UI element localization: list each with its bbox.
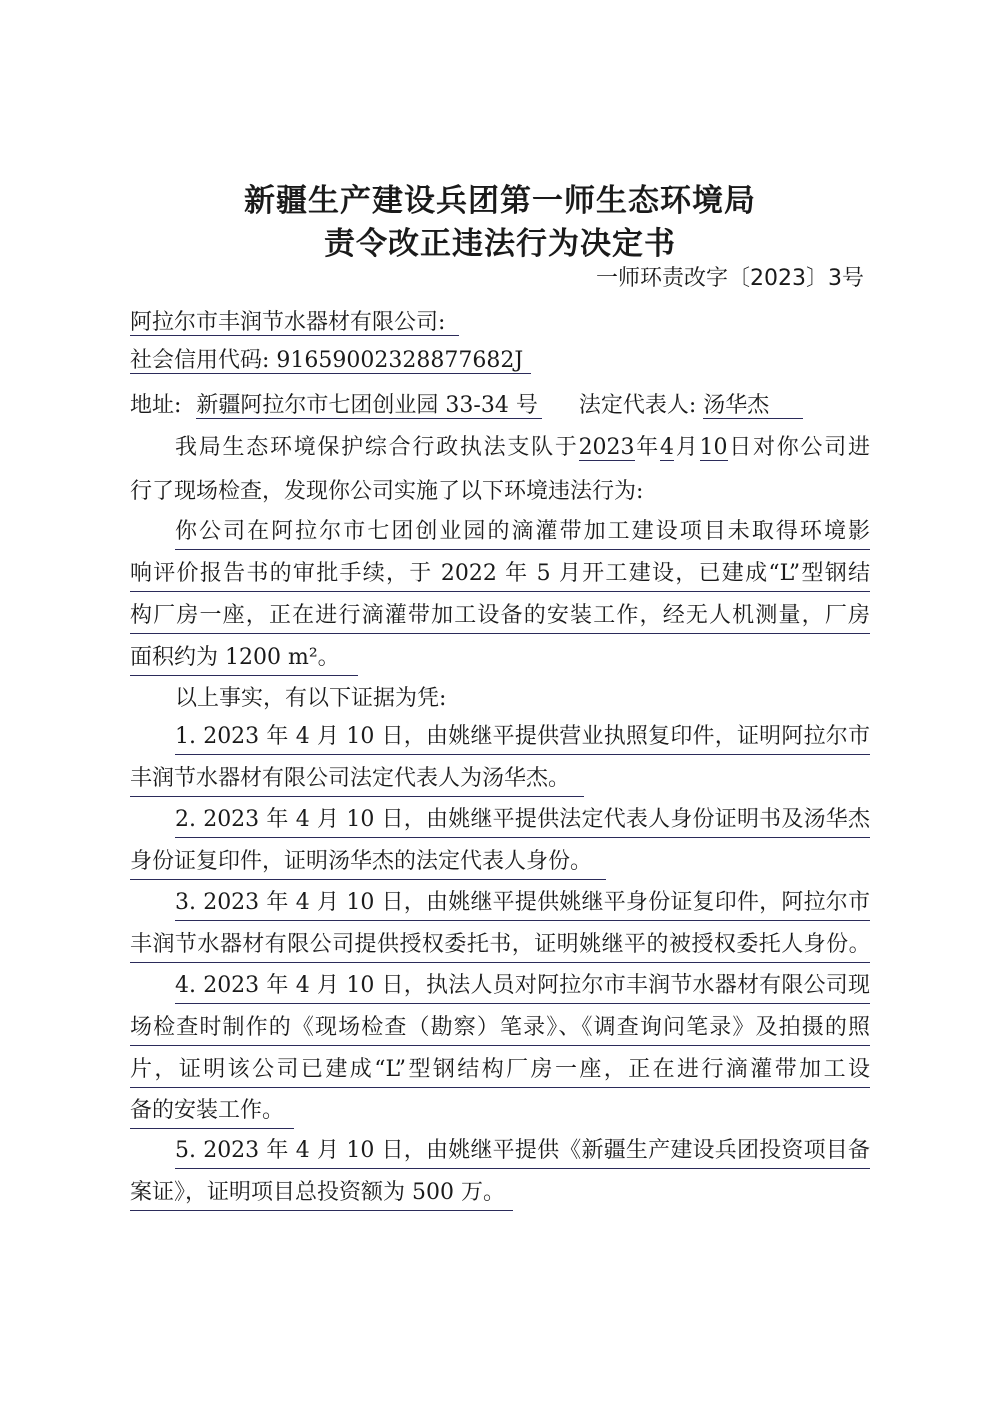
evidence-line: 2. 2023 年 4 月 10 日，由姚继平提供法定代表人身份证明书及汤华杰 bbox=[175, 805, 870, 838]
address-value: 新疆阿拉尔市七团创业园 33-34 号 bbox=[196, 393, 541, 419]
addressee-company bbox=[130, 308, 459, 338]
violation-line: 面积约为 1200 m²。 bbox=[130, 643, 358, 676]
intro-year: 2023 bbox=[578, 435, 635, 460]
address-label: 地址: bbox=[130, 393, 182, 418]
intro-month: 4 bbox=[660, 435, 675, 460]
violation-line: 构厂房一座，正在进行滴灌带加工设备的安装工作，经无人机测量，厂房 bbox=[130, 601, 870, 634]
evidence-line: 案证》，证明项目总投资额为 500 万。 bbox=[130, 1178, 513, 1211]
evidence-line: 片，证明该公司已建成“L”型钢结构厂房一座，正在进行滴灌带加工设 bbox=[130, 1055, 870, 1088]
evidence-line: 5. 2023 年 4 月 10 日，由姚继平提供《新疆生产建设兵团投资项目备 bbox=[175, 1136, 870, 1169]
credit-code-text: 社会信用代码: 91659002328877682J bbox=[130, 348, 531, 374]
document-title-line1: 新疆生产建设兵团第一师生态环境局 bbox=[244, 183, 756, 219]
document-title-line2: 责令改正违法行为决定书 bbox=[324, 226, 676, 262]
violation-line: 你公司在阿拉尔市七团创业园的滴灌带加工建设项目未取得环境影 bbox=[175, 517, 870, 550]
evidence-line: 身份证复印件，证明汤华杰的法定代表人身份。 bbox=[130, 847, 606, 880]
intro-text-b: 年 bbox=[634, 435, 661, 460]
intro-text-d: 日对你公司进 bbox=[727, 435, 870, 460]
evidence-line: 场检查时制作的《现场检查（勘察）笔录》、《调查询问笔录》及拍摄的照 bbox=[130, 1013, 870, 1046]
intro-line-2: 行了现场检查，发现你公司实施了以下环境违法行为: bbox=[130, 479, 644, 504]
evidence-intro: 以上事实，有以下证据为凭: bbox=[175, 686, 447, 711]
document-number: 一师环责改字〔2023〕3号 bbox=[596, 266, 864, 291]
evidence-line: 丰润节水器材有限公司法定代表人为汤华杰。 bbox=[130, 764, 584, 797]
evidence-line: 1. 2023 年 4 月 10 日，由姚继平提供营业执照复印件，证明阿拉尔市 bbox=[175, 722, 870, 755]
credit-code bbox=[130, 346, 531, 376]
violation-line: 响评价报告书的审批手续，于 2022 年 5 月开工建设，已建成“L”型钢结 bbox=[130, 559, 870, 592]
intro-day: 10 bbox=[699, 435, 728, 460]
intro-line-1 bbox=[175, 433, 870, 463]
address-row bbox=[130, 391, 803, 421]
evidence-line: 丰润节水器材有限公司提供授权委托书，证明姚继平的被授权委托人身份。 bbox=[130, 930, 870, 963]
intro-text-c: 月 bbox=[674, 435, 700, 460]
evidence-line: 3. 2023 年 4 月 10 日，由姚继平提供姚继平身份证复印件，阿拉尔市 bbox=[175, 888, 870, 921]
evidence-line: 4. 2023 年 4 月 10 日，执法人员对阿拉尔市丰润节水器材有限公司现 bbox=[175, 971, 870, 1004]
addressee-company-text: 阿拉尔市丰润节水器材有限公司: bbox=[130, 310, 459, 336]
legal-rep-value: 汤华杰 bbox=[703, 393, 803, 419]
legal-rep-label: 法定代表人: bbox=[578, 393, 697, 418]
evidence-line: 备的安装工作。 bbox=[130, 1096, 294, 1129]
intro-text-a: 我局生态环境保护综合行政执法支队于 bbox=[175, 435, 579, 460]
